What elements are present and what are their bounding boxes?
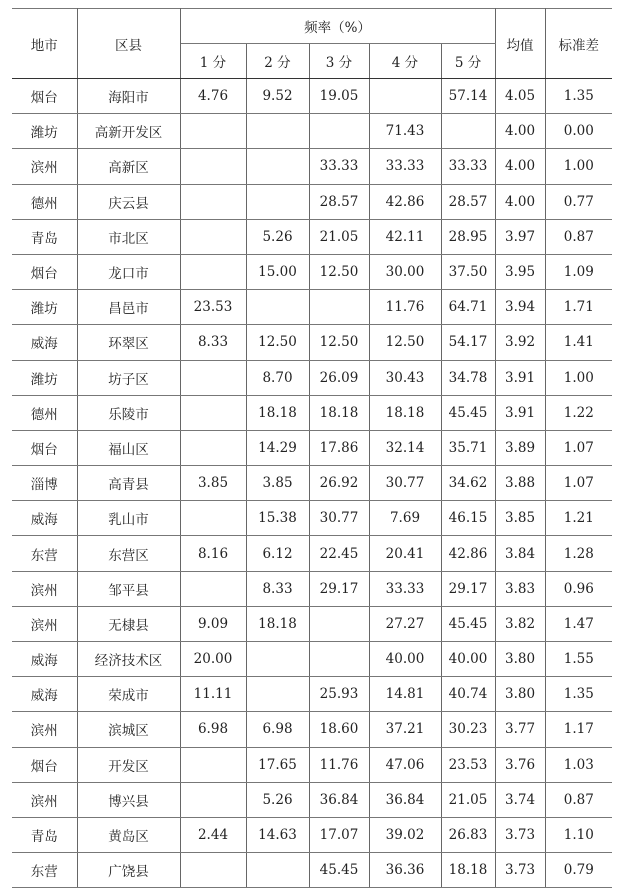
cell-std: 1.03 <box>545 747 612 782</box>
cell-freq-1 <box>180 114 246 149</box>
table-row <box>12 149 612 184</box>
cell-freq-1 <box>180 747 246 782</box>
cell-district: 乐陵市 <box>77 395 180 430</box>
cell-freq-2 <box>246 114 309 149</box>
cell-freq-3 <box>309 290 369 325</box>
cell-city: 威海 <box>12 325 77 360</box>
cell-freq-1 <box>180 254 246 289</box>
cell-freq-3: 45.45 <box>309 853 369 888</box>
cell-freq-2: 5.26 <box>246 782 309 817</box>
cell-freq-4: 30.77 <box>369 466 441 501</box>
cell-mean: 3.82 <box>495 606 545 641</box>
cell-freq-5: 21.05 <box>441 782 495 817</box>
cell-freq-5: 57.14 <box>441 79 495 114</box>
cell-freq-4: 47.06 <box>369 747 441 782</box>
cell-freq-4: 7.69 <box>369 501 441 536</box>
cell-mean: 3.77 <box>495 712 545 747</box>
table-row <box>12 360 612 395</box>
cell-std: 0.87 <box>545 782 612 817</box>
cell-mean: 3.85 <box>495 501 545 536</box>
cell-city: 滨州 <box>12 712 77 747</box>
cell-freq-3: 12.50 <box>309 325 369 360</box>
cell-district: 广饶县 <box>77 853 180 888</box>
cell-freq-1: 11.11 <box>180 677 246 712</box>
cell-freq-4: 33.33 <box>369 149 441 184</box>
table-row <box>12 79 612 114</box>
cell-mean: 3.73 <box>495 817 545 852</box>
cell-std: 1.55 <box>545 642 612 677</box>
cell-std: 0.00 <box>545 114 612 149</box>
cell-freq-3: 33.33 <box>309 149 369 184</box>
cell-freq-5 <box>441 114 495 149</box>
header-std: 标准差 <box>545 9 612 79</box>
table-row <box>12 219 612 254</box>
cell-district: 高新开发区 <box>77 114 180 149</box>
cell-freq-4: 18.18 <box>369 395 441 430</box>
cell-city: 烟台 <box>12 79 77 114</box>
cell-freq-1: 20.00 <box>180 642 246 677</box>
cell-freq-4: 33.33 <box>369 571 441 606</box>
cell-mean: 3.80 <box>495 677 545 712</box>
cell-freq-5: 45.45 <box>441 606 495 641</box>
cell-freq-2: 5.26 <box>246 219 309 254</box>
cell-mean: 3.80 <box>495 642 545 677</box>
cell-freq-5: 64.71 <box>441 290 495 325</box>
cell-district: 坊子区 <box>77 360 180 395</box>
cell-district: 龙口市 <box>77 254 180 289</box>
cell-std: 1.47 <box>545 606 612 641</box>
cell-freq-5: 54.17 <box>441 325 495 360</box>
cell-city: 潍坊 <box>12 360 77 395</box>
cell-district: 海阳市 <box>77 79 180 114</box>
cell-mean: 3.88 <box>495 466 545 501</box>
table-row <box>12 395 612 430</box>
cell-freq-5: 26.83 <box>441 817 495 852</box>
cell-std: 1.35 <box>545 79 612 114</box>
cell-district: 经济技术区 <box>77 642 180 677</box>
cell-mean: 3.89 <box>495 430 545 465</box>
cell-freq-2: 18.18 <box>246 395 309 430</box>
cell-district: 庆云县 <box>77 184 180 219</box>
cell-std: 1.07 <box>545 430 612 465</box>
cell-city: 滨州 <box>12 571 77 606</box>
cell-freq-5: 46.15 <box>441 501 495 536</box>
cell-freq-5: 28.95 <box>441 219 495 254</box>
cell-district: 开发区 <box>77 747 180 782</box>
cell-city: 烟台 <box>12 254 77 289</box>
cell-freq-1 <box>180 571 246 606</box>
table-row <box>12 254 612 289</box>
cell-freq-2: 6.98 <box>246 712 309 747</box>
cell-freq-1 <box>180 501 246 536</box>
table-row <box>12 642 612 677</box>
cell-city: 烟台 <box>12 747 77 782</box>
cell-freq-3: 12.50 <box>309 254 369 289</box>
cell-mean: 4.05 <box>495 79 545 114</box>
cell-city: 潍坊 <box>12 114 77 149</box>
cell-freq-1: 8.16 <box>180 536 246 571</box>
cell-freq-4: 36.36 <box>369 853 441 888</box>
cell-freq-2: 15.38 <box>246 501 309 536</box>
cell-city: 滨州 <box>12 782 77 817</box>
cell-freq-4: 36.84 <box>369 782 441 817</box>
cell-freq-3: 30.77 <box>309 501 369 536</box>
table-row <box>12 430 612 465</box>
cell-freq-2 <box>246 642 309 677</box>
cell-freq-5: 30.23 <box>441 712 495 747</box>
cell-std: 0.77 <box>545 184 612 219</box>
cell-freq-3: 21.05 <box>309 219 369 254</box>
cell-std: 0.79 <box>545 853 612 888</box>
cell-freq-3: 22.45 <box>309 536 369 571</box>
cell-freq-3: 17.07 <box>309 817 369 852</box>
cell-district: 乳山市 <box>77 501 180 536</box>
table-row <box>12 677 612 712</box>
cell-freq-4: 71.43 <box>369 114 441 149</box>
cell-std: 1.00 <box>545 360 612 395</box>
cell-city: 滨州 <box>12 149 77 184</box>
header-city: 地市 <box>12 9 77 79</box>
cell-freq-5: 18.18 <box>441 853 495 888</box>
cell-freq-1 <box>180 360 246 395</box>
cell-mean: 4.00 <box>495 184 545 219</box>
table-row <box>12 114 612 149</box>
cell-freq-1: 3.85 <box>180 466 246 501</box>
cell-freq-4: 30.43 <box>369 360 441 395</box>
cell-freq-2: 15.00 <box>246 254 309 289</box>
cell-std: 1.22 <box>545 395 612 430</box>
header-district: 区县 <box>77 9 180 79</box>
cell-freq-2 <box>246 290 309 325</box>
cell-freq-3: 17.86 <box>309 430 369 465</box>
cell-city: 德州 <box>12 395 77 430</box>
table-container <box>12 8 612 888</box>
table-row <box>12 853 612 888</box>
cell-mean: 3.76 <box>495 747 545 782</box>
header-frequency-group: 频率（%） <box>180 9 495 44</box>
cell-city: 潍坊 <box>12 290 77 325</box>
cell-freq-2 <box>246 184 309 219</box>
cell-std: 1.71 <box>545 290 612 325</box>
table-header <box>12 9 612 79</box>
cell-mean: 3.74 <box>495 782 545 817</box>
cell-std: 0.96 <box>545 571 612 606</box>
cell-freq-1: 6.98 <box>180 712 246 747</box>
cell-freq-3: 11.76 <box>309 747 369 782</box>
table-row <box>12 184 612 219</box>
cell-std: 1.17 <box>545 712 612 747</box>
cell-city: 滨州 <box>12 606 77 641</box>
table-row <box>12 501 612 536</box>
header-score-2: 2 分 <box>246 44 309 79</box>
cell-freq-1: 23.53 <box>180 290 246 325</box>
cell-freq-3: 25.93 <box>309 677 369 712</box>
cell-district: 无棣县 <box>77 606 180 641</box>
cell-freq-5: 42.86 <box>441 536 495 571</box>
cell-mean: 3.97 <box>495 219 545 254</box>
cell-freq-4: 42.11 <box>369 219 441 254</box>
cell-freq-1: 2.44 <box>180 817 246 852</box>
cell-freq-3: 18.60 <box>309 712 369 747</box>
cell-freq-5: 29.17 <box>441 571 495 606</box>
cell-city: 淄博 <box>12 466 77 501</box>
cell-freq-5: 34.78 <box>441 360 495 395</box>
cell-freq-3 <box>309 642 369 677</box>
table-row <box>12 290 612 325</box>
cell-std: 1.41 <box>545 325 612 360</box>
cell-freq-4: 20.41 <box>369 536 441 571</box>
cell-freq-2: 9.52 <box>246 79 309 114</box>
frequency-table <box>12 8 612 888</box>
cell-mean: 3.84 <box>495 536 545 571</box>
cell-std: 1.28 <box>545 536 612 571</box>
cell-mean: 3.91 <box>495 360 545 395</box>
cell-freq-2: 14.29 <box>246 430 309 465</box>
table-row <box>12 325 612 360</box>
cell-std: 1.10 <box>545 817 612 852</box>
cell-freq-3 <box>309 114 369 149</box>
cell-district: 博兴县 <box>77 782 180 817</box>
cell-freq-1 <box>180 430 246 465</box>
cell-freq-3: 19.05 <box>309 79 369 114</box>
cell-freq-5: 33.33 <box>441 149 495 184</box>
cell-freq-4: 37.21 <box>369 712 441 747</box>
table-row <box>12 747 612 782</box>
cell-freq-4: 12.50 <box>369 325 441 360</box>
cell-std: 0.87 <box>545 219 612 254</box>
cell-freq-4: 42.86 <box>369 184 441 219</box>
cell-freq-3: 36.84 <box>309 782 369 817</box>
cell-mean: 3.91 <box>495 395 545 430</box>
cell-freq-3: 26.09 <box>309 360 369 395</box>
cell-freq-1 <box>180 853 246 888</box>
table-body <box>12 79 612 888</box>
cell-freq-1: 8.33 <box>180 325 246 360</box>
cell-freq-2: 6.12 <box>246 536 309 571</box>
cell-freq-3: 26.92 <box>309 466 369 501</box>
cell-freq-2: 12.50 <box>246 325 309 360</box>
cell-district: 邹平县 <box>77 571 180 606</box>
cell-district: 高青县 <box>77 466 180 501</box>
cell-std: 1.07 <box>545 466 612 501</box>
table-row <box>12 606 612 641</box>
cell-city: 青岛 <box>12 219 77 254</box>
cell-freq-4: 30.00 <box>369 254 441 289</box>
cell-freq-2: 17.65 <box>246 747 309 782</box>
cell-freq-1 <box>180 219 246 254</box>
cell-freq-4: 40.00 <box>369 642 441 677</box>
table-row <box>12 466 612 501</box>
cell-freq-1: 9.09 <box>180 606 246 641</box>
cell-freq-3 <box>309 606 369 641</box>
table-row <box>12 712 612 747</box>
cell-freq-1 <box>180 782 246 817</box>
cell-freq-5: 40.00 <box>441 642 495 677</box>
cell-freq-4 <box>369 79 441 114</box>
cell-freq-2: 8.70 <box>246 360 309 395</box>
table-row <box>12 782 612 817</box>
cell-city: 威海 <box>12 501 77 536</box>
cell-freq-2 <box>246 853 309 888</box>
cell-mean: 4.00 <box>495 114 545 149</box>
cell-freq-1: 4.76 <box>180 79 246 114</box>
cell-district: 黄岛区 <box>77 817 180 852</box>
cell-freq-1 <box>180 395 246 430</box>
cell-district: 昌邑市 <box>77 290 180 325</box>
cell-std: 1.00 <box>545 149 612 184</box>
cell-freq-4: 11.76 <box>369 290 441 325</box>
cell-freq-5: 40.74 <box>441 677 495 712</box>
cell-mean: 3.83 <box>495 571 545 606</box>
cell-freq-2: 18.18 <box>246 606 309 641</box>
cell-mean: 3.73 <box>495 853 545 888</box>
cell-mean: 3.95 <box>495 254 545 289</box>
cell-freq-4: 27.27 <box>369 606 441 641</box>
cell-std: 1.21 <box>545 501 612 536</box>
cell-city: 青岛 <box>12 817 77 852</box>
cell-freq-5: 34.62 <box>441 466 495 501</box>
cell-city: 德州 <box>12 184 77 219</box>
cell-freq-3: 28.57 <box>309 184 369 219</box>
table-row <box>12 571 612 606</box>
cell-mean: 4.00 <box>495 149 545 184</box>
cell-freq-1 <box>180 149 246 184</box>
cell-freq-1 <box>180 184 246 219</box>
cell-city: 东营 <box>12 853 77 888</box>
cell-std: 1.09 <box>545 254 612 289</box>
cell-city: 威海 <box>12 677 77 712</box>
cell-district: 东营区 <box>77 536 180 571</box>
cell-freq-5: 28.57 <box>441 184 495 219</box>
table-row <box>12 817 612 852</box>
cell-freq-5: 35.71 <box>441 430 495 465</box>
cell-freq-5: 45.45 <box>441 395 495 430</box>
cell-district: 高新区 <box>77 149 180 184</box>
header-score-4: 4 分 <box>369 44 441 79</box>
cell-freq-3: 29.17 <box>309 571 369 606</box>
cell-freq-2 <box>246 677 309 712</box>
cell-mean: 3.92 <box>495 325 545 360</box>
cell-freq-2: 3.85 <box>246 466 309 501</box>
cell-freq-2: 14.63 <box>246 817 309 852</box>
cell-freq-2 <box>246 149 309 184</box>
header-mean: 均值 <box>495 9 545 79</box>
cell-freq-2: 8.33 <box>246 571 309 606</box>
cell-district: 环翠区 <box>77 325 180 360</box>
header-score-3: 3 分 <box>309 44 369 79</box>
cell-mean: 3.94 <box>495 290 545 325</box>
table-row <box>12 536 612 571</box>
cell-district: 滨城区 <box>77 712 180 747</box>
cell-freq-3: 18.18 <box>309 395 369 430</box>
cell-freq-5: 37.50 <box>441 254 495 289</box>
cell-district: 市北区 <box>77 219 180 254</box>
header-score-5: 5 分 <box>441 44 495 79</box>
cell-freq-4: 32.14 <box>369 430 441 465</box>
cell-city: 东营 <box>12 536 77 571</box>
cell-freq-4: 39.02 <box>369 817 441 852</box>
cell-freq-4: 14.81 <box>369 677 441 712</box>
header-score-1: 1 分 <box>180 44 246 79</box>
cell-freq-5: 23.53 <box>441 747 495 782</box>
cell-district: 荣成市 <box>77 677 180 712</box>
cell-city: 威海 <box>12 642 77 677</box>
cell-district: 福山区 <box>77 430 180 465</box>
cell-city: 烟台 <box>12 430 77 465</box>
cell-std: 1.35 <box>545 677 612 712</box>
